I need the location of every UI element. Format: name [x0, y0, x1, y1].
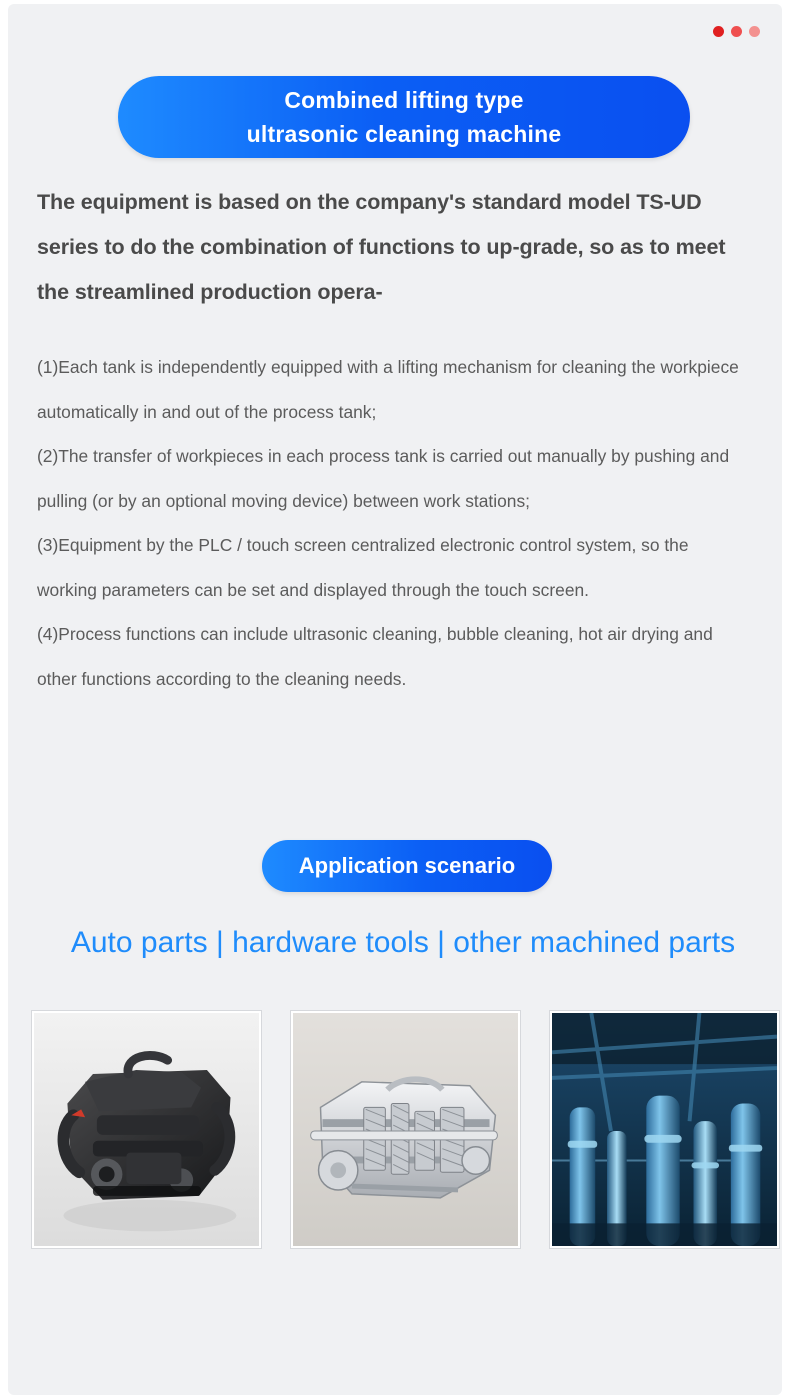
application-scenario-badge: Application scenario [262, 840, 552, 892]
industrial-pipes-illustration [552, 1013, 777, 1246]
feature-item-2: (2)The transfer of workpieces in each process tank is carried out manually by pushing and pulling (or by an optional moving device) between work stations; [37, 446, 730, 511]
image-gallery [32, 1011, 780, 1248]
orange-dot-icon[interactable] [731, 26, 742, 37]
car-engine-photo [32, 1011, 261, 1248]
gearbox-illustration [293, 1013, 518, 1246]
title-line-1: Combined lifting type [284, 86, 524, 113]
lead-paragraph: The equipment is based on the company's standard model TS-UD series to do the combination of functions to up-grade, so as to meet the streamlined production opera- [37, 190, 726, 304]
feature-item-3: (3)Equipment by the PLC / touch screen centralized electronic control system, so the working parameters can be set and displayed through the touch screen. [37, 535, 689, 600]
scenario-text: Auto parts | hardware tools | other machined parts [70, 926, 736, 959]
gearbox-cutaway-photo [291, 1011, 520, 1248]
page-title-banner [118, 76, 690, 158]
pink-dot-icon[interactable] [749, 26, 760, 37]
feature-item-1: (1)Each tank is independently equipped with a lifting mechanism for cleaning the workpiece automatically in and out of the process tank; [37, 357, 739, 422]
feature-list [37, 345, 753, 701]
feature-item-4: (4)Process functions can include ultrasonic cleaning, bubble cleaning, hot air drying and other functions according to the cleaning needs. [37, 624, 713, 689]
industrial-pipes-photo [550, 1011, 779, 1248]
title-line-2: ultrasonic cleaning machine [246, 121, 562, 147]
car-engine-illustration [34, 1013, 259, 1246]
content-sheet [8, 4, 782, 1395]
window-dots [713, 26, 760, 37]
red-dot-icon[interactable] [713, 26, 724, 37]
